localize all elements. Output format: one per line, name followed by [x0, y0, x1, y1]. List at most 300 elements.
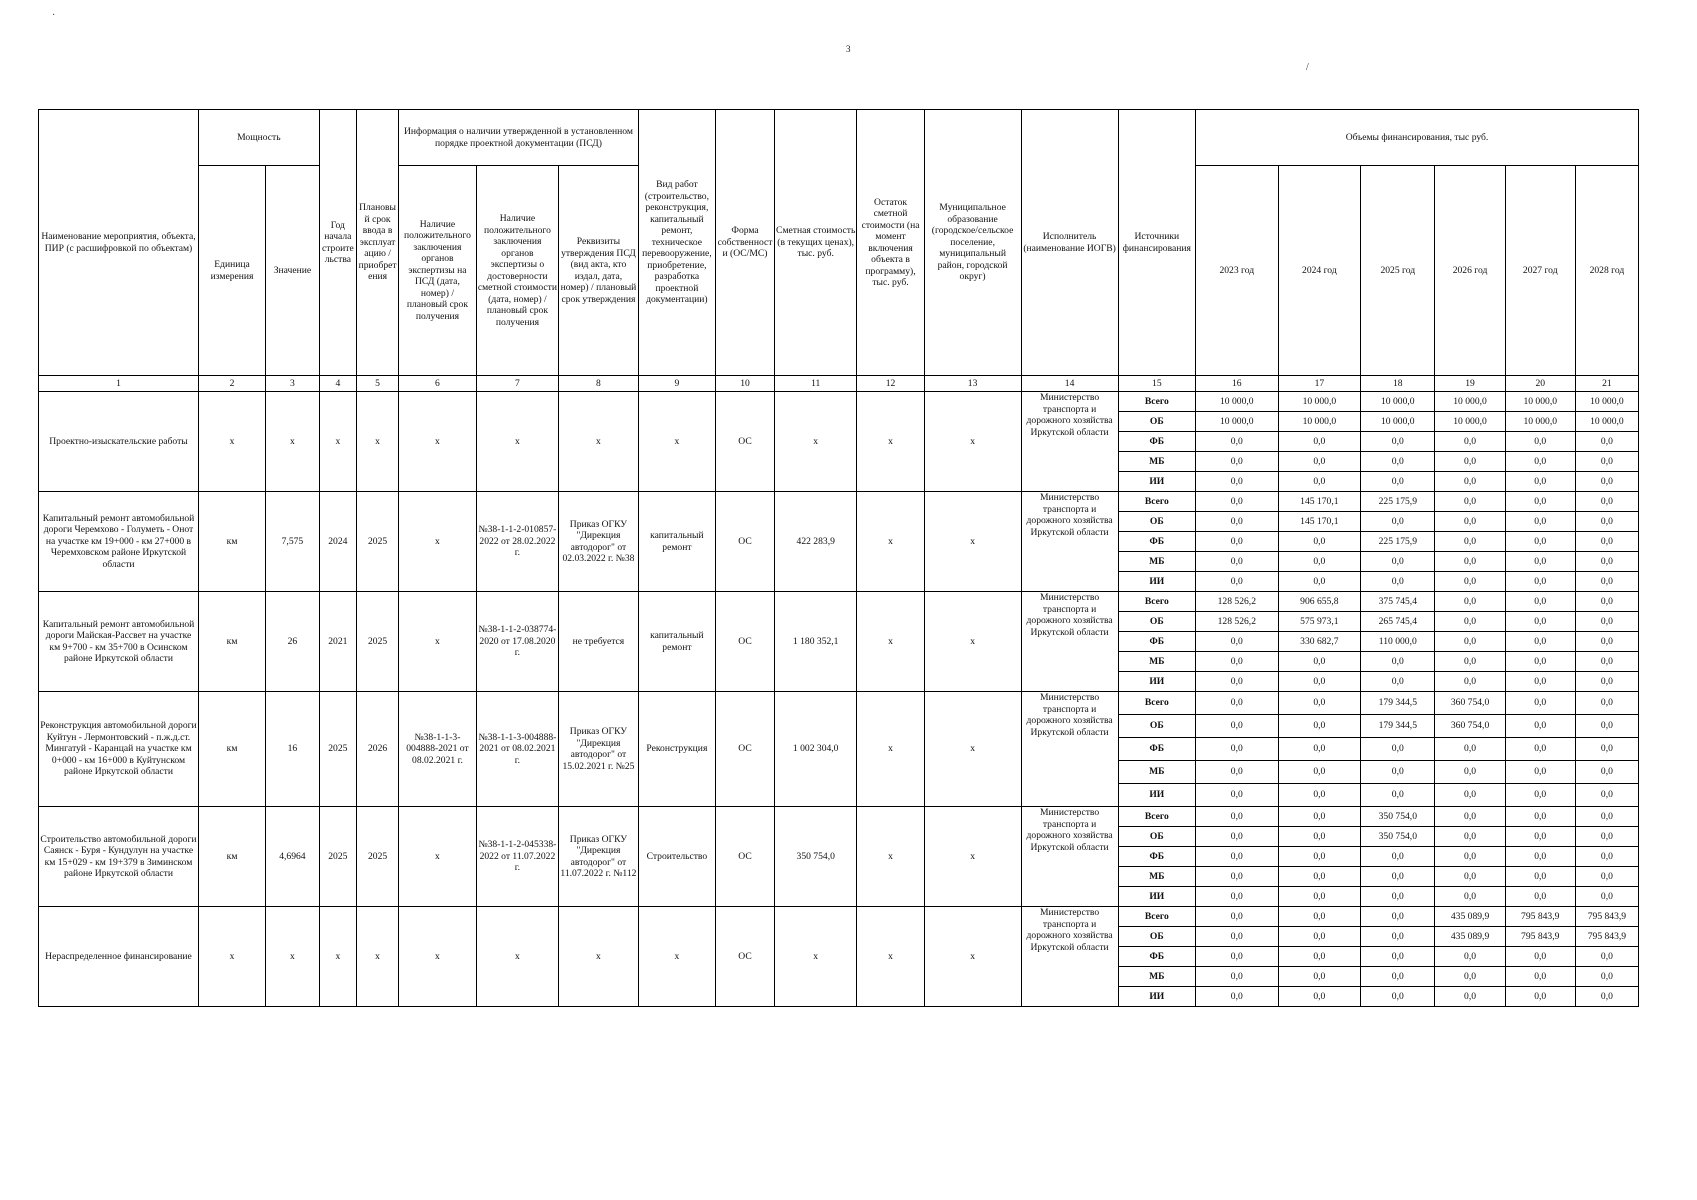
funding-value: 0,0	[1196, 887, 1279, 907]
funding-value: 0,0	[1278, 907, 1361, 927]
ownership-cell: ОС	[716, 592, 775, 692]
funding-value: 0,0	[1196, 867, 1279, 887]
funding-source: Всего	[1118, 492, 1195, 512]
object-name: Реконструкция автомобильной дороги Куйтун - Лермонтовский - п.ж.д.ст. Мингатуй - Каранцай на участке км 0+000 - км 16+000 в Куйтунском районе Иркутской области	[39, 692, 199, 807]
start-year-cell: 2025	[319, 692, 356, 807]
unit-cell: х	[198, 392, 265, 492]
funding-value: 0,0	[1278, 887, 1361, 907]
funding-value: 0,0	[1278, 761, 1361, 784]
funding-value: 0,0	[1196, 552, 1279, 572]
funding-value: 0,0	[1435, 761, 1505, 784]
funding-value: 225 175,9	[1361, 532, 1435, 552]
funding-value: 10 000,0	[1435, 412, 1505, 432]
cost-cell: х	[774, 392, 857, 492]
funding-value: 0,0	[1505, 432, 1575, 452]
executor-cell: Министерство транспорта и дорожного хозяйства Иркутской области	[1021, 492, 1118, 592]
funding-value: 10 000,0	[1361, 412, 1435, 432]
funding-value: 10 000,0	[1278, 392, 1361, 412]
funding-value: 0,0	[1278, 847, 1361, 867]
column-number: 2	[198, 376, 265, 392]
funding-value: 0,0	[1505, 472, 1575, 492]
cost-cell: 1 180 352,1	[774, 592, 857, 692]
funding-value: 0,0	[1575, 967, 1638, 987]
unit-cell: км	[198, 592, 265, 692]
funding-value: 0,0	[1505, 967, 1575, 987]
funding-value: 0,0	[1361, 967, 1435, 987]
funding-source: Всего	[1118, 807, 1195, 827]
funding-value: 0,0	[1575, 947, 1638, 967]
funding-value: 0,0	[1278, 807, 1361, 827]
funding-value: 0,0	[1196, 472, 1279, 492]
funding-value: 795 843,9	[1575, 907, 1638, 927]
funding-value: 330 682,7	[1278, 632, 1361, 652]
executor-cell: Министерство транспорта и дорожного хозяйства Иркутской области	[1021, 592, 1118, 692]
unit-cell: км	[198, 492, 265, 592]
column-number: 14	[1021, 376, 1118, 392]
column-number: 4	[319, 376, 356, 392]
funding-value: 0,0	[1361, 672, 1435, 692]
work-type-cell: х	[638, 907, 715, 1007]
psd-details-cell: Приказ ОГКУ "Дирекция автодорог" от 11.07.2022 г. №112	[559, 807, 638, 907]
column-number: 20	[1505, 376, 1575, 392]
funding-source: МБ	[1118, 452, 1195, 472]
funding-value: 0,0	[1196, 572, 1279, 592]
commission-cell: 2025	[356, 807, 398, 907]
funding-source: ОБ	[1118, 512, 1195, 532]
funding-value: 360 754,0	[1435, 715, 1505, 738]
funding-value: 0,0	[1196, 512, 1279, 532]
funding-value: 795 843,9	[1505, 927, 1575, 947]
funding-value: 0,0	[1278, 452, 1361, 472]
scan-speck: ·	[52, 10, 56, 21]
funding-value: 10 000,0	[1575, 392, 1638, 412]
funding-value: 0,0	[1505, 887, 1575, 907]
column-number: 12	[857, 376, 924, 392]
funding-value: 0,0	[1575, 887, 1638, 907]
object-name: Строительство автомобильной дороги Саянск - Буря - Кундулун на участке км 15+029 - км 19+379 в Зиминском районе Иркутской области	[39, 807, 199, 907]
psd-details-cell: х	[559, 392, 638, 492]
value-cell: 26	[266, 592, 320, 692]
funding-value: 0,0	[1361, 867, 1435, 887]
funding-value: 0,0	[1505, 612, 1575, 632]
funding-value: 0,0	[1361, 572, 1435, 592]
column-number: 6	[399, 376, 476, 392]
column-number: 9	[638, 376, 715, 392]
funding-source: ИИ	[1118, 472, 1195, 492]
funding-source: ОБ	[1118, 927, 1195, 947]
funding-value: 0,0	[1505, 827, 1575, 847]
ownership-cell: ОС	[716, 392, 775, 492]
funding-value: 0,0	[1505, 784, 1575, 807]
funding-value: 0,0	[1278, 672, 1361, 692]
header-ownership: Форма собственности (ОС/МС)	[716, 110, 775, 376]
object-name: Нераспределенное финансирование	[39, 907, 199, 1007]
start-year-cell: 2025	[319, 807, 356, 907]
funding-value: 0,0	[1575, 847, 1638, 867]
funding-value: 0,0	[1278, 738, 1361, 761]
funding-value: 0,0	[1278, 867, 1361, 887]
funding-value: 0,0	[1196, 632, 1279, 652]
page-number: 3	[846, 44, 851, 54]
cost-cell: 422 283,9	[774, 492, 857, 592]
funding-value: 0,0	[1278, 652, 1361, 672]
remaining-cell: х	[857, 392, 924, 492]
funding-value: 0,0	[1435, 552, 1505, 572]
header-remaining: Остаток сметной стоимости (на момент включения объекта в программу), тыс. руб.	[857, 110, 924, 376]
psd-estimate-cell: №38-1-1-2-010857-2022 от 28.02.2022 г.	[476, 492, 559, 592]
funding-source: Всего	[1118, 392, 1195, 412]
header-work-type: Вид работ (строительство, реконструкция, капитальный ремонт, техническое перевооружение, приобретение, разработка проектной документации)	[638, 110, 715, 376]
funding-value: 435 089,9	[1435, 907, 1505, 927]
funding-source: ОБ	[1118, 612, 1195, 632]
funding-value: 0,0	[1575, 672, 1638, 692]
funding-value: 0,0	[1196, 652, 1279, 672]
psd-expertise-cell: №38-1-1-3-004888-2021 от 08.02.2021 г.	[399, 692, 476, 807]
column-number: 1	[39, 376, 199, 392]
funding-value: 0,0	[1505, 847, 1575, 867]
funding-value: 0,0	[1505, 672, 1575, 692]
funding-value: 0,0	[1196, 452, 1279, 472]
column-number: 15	[1118, 376, 1195, 392]
funding-value: 0,0	[1505, 512, 1575, 532]
column-number: 7	[476, 376, 559, 392]
funding-value: 0,0	[1435, 572, 1505, 592]
funding-value: 145 170,1	[1278, 512, 1361, 532]
funding-value: 0,0	[1575, 632, 1638, 652]
municipality-cell: х	[924, 492, 1021, 592]
unit-cell: х	[198, 907, 265, 1007]
funding-value: 0,0	[1435, 632, 1505, 652]
column-number: 8	[559, 376, 638, 392]
psd-expertise-cell: х	[399, 492, 476, 592]
municipality-cell: х	[924, 392, 1021, 492]
executor-cell: Министерство транспорта и дорожного хозяйства Иркутской области	[1021, 392, 1118, 492]
remaining-cell: х	[857, 492, 924, 592]
funding-value: 0,0	[1361, 887, 1435, 907]
value-cell: 4,6964	[266, 807, 320, 907]
funding-value: 0,0	[1435, 452, 1505, 472]
funding-value: 0,0	[1361, 927, 1435, 947]
program-objects-table	[38, 109, 1639, 1007]
commission-cell: х	[356, 907, 398, 1007]
funding-value: 360 754,0	[1435, 692, 1505, 715]
funding-value: 0,0	[1575, 715, 1638, 738]
work-type-cell: капитальный ремонт	[638, 592, 715, 692]
funding-value: 0,0	[1196, 927, 1279, 947]
funding-value: 0,0	[1575, 987, 1638, 1007]
funding-value: 0,0	[1505, 987, 1575, 1007]
funding-source: МБ	[1118, 761, 1195, 784]
funding-source: ФБ	[1118, 432, 1195, 452]
funding-value: 0,0	[1278, 715, 1361, 738]
funding-row	[39, 692, 1639, 715]
funding-value: 0,0	[1278, 927, 1361, 947]
funding-value: 145 170,1	[1278, 492, 1361, 512]
header-funding: Объемы финансирования, тыс руб.	[1196, 110, 1639, 166]
funding-value: 0,0	[1278, 827, 1361, 847]
funding-value: 179 344,5	[1361, 692, 1435, 715]
column-numbers-row	[39, 376, 1639, 392]
funding-value: 0,0	[1435, 947, 1505, 967]
funding-value: 0,0	[1278, 432, 1361, 452]
remaining-cell: х	[857, 692, 924, 807]
header-psd-estimate: Наличие положительного заключения органов экспертизы о достоверности сметной стоимости (дата, номер) / плановый срок получения	[476, 166, 559, 376]
header-sources: Источники финансирования	[1118, 110, 1195, 376]
start-year-cell: 2021	[319, 592, 356, 692]
funding-row	[39, 592, 1639, 612]
funding-source: Всего	[1118, 692, 1195, 715]
column-number: 5	[356, 376, 398, 392]
funding-value: 0,0	[1575, 512, 1638, 532]
funding-source: МБ	[1118, 967, 1195, 987]
funding-value: 0,0	[1575, 472, 1638, 492]
municipality-cell: х	[924, 907, 1021, 1007]
funding-value: 10 000,0	[1505, 412, 1575, 432]
funding-value: 0,0	[1435, 672, 1505, 692]
funding-value: 0,0	[1575, 738, 1638, 761]
funding-value: 0,0	[1435, 784, 1505, 807]
header-unit: Единица измерения	[198, 166, 265, 376]
header-year: 2027 год	[1505, 166, 1575, 376]
cost-cell: 350 754,0	[774, 807, 857, 907]
ownership-cell: ОС	[716, 492, 775, 592]
value-cell: х	[266, 907, 320, 1007]
start-year-cell: 2024	[319, 492, 356, 592]
psd-expertise-cell: х	[399, 392, 476, 492]
header-start-year: Год начала строительства	[319, 110, 356, 376]
work-type-cell: х	[638, 392, 715, 492]
psd-details-cell: Приказ ОГКУ "Дирекция автодорог" от 15.02.2021 г. №25	[559, 692, 638, 807]
funding-value: 0,0	[1196, 907, 1279, 927]
funding-value: 0,0	[1361, 761, 1435, 784]
funding-value: 0,0	[1196, 967, 1279, 987]
value-cell: 7,575	[266, 492, 320, 592]
funding-value: 0,0	[1575, 572, 1638, 592]
funding-source: ИИ	[1118, 572, 1195, 592]
commission-cell: 2025	[356, 592, 398, 692]
commission-cell: 2026	[356, 692, 398, 807]
funding-source: Всего	[1118, 907, 1195, 927]
funding-value: 0,0	[1505, 492, 1575, 512]
object-name: Капитальный ремонт автомобильной дороги Майская-Рассвет на участке км 9+700 - км 35+700 в Осинском районе Иркутской области	[39, 592, 199, 692]
header-commission: Плановый срок ввода в эксплуатацию / приобретения	[356, 110, 398, 376]
funding-source: ФБ	[1118, 847, 1195, 867]
start-year-cell: х	[319, 392, 356, 492]
funding-value: 0,0	[1505, 867, 1575, 887]
header-psd-details: Реквизиты утверждения ПСД (вид акта, кто издал, дата, номер) / плановый срок утверждения	[559, 166, 638, 376]
commission-cell: х	[356, 392, 398, 492]
commission-cell: 2025	[356, 492, 398, 592]
funding-value: 10 000,0	[1196, 392, 1279, 412]
funding-value: 0,0	[1278, 947, 1361, 967]
funding-value: 0,0	[1435, 492, 1505, 512]
funding-source: ИИ	[1118, 987, 1195, 1007]
funding-source: МБ	[1118, 652, 1195, 672]
cost-cell: х	[774, 907, 857, 1007]
funding-value: 0,0	[1505, 652, 1575, 672]
header-psd-expertise: Наличие положительного заключения органов экспертизы на ПСД (дата, номер) / плановый срок получения	[399, 166, 476, 376]
funding-value: 0,0	[1435, 827, 1505, 847]
funding-source: ФБ	[1118, 738, 1195, 761]
header-year: 2024 год	[1278, 166, 1361, 376]
funding-value: 0,0	[1361, 738, 1435, 761]
funding-value: 0,0	[1196, 987, 1279, 1007]
funding-value: 0,0	[1575, 784, 1638, 807]
header-year: 2028 год	[1575, 166, 1638, 376]
funding-value: 128 526,2	[1196, 592, 1279, 612]
funding-value: 0,0	[1435, 512, 1505, 532]
work-type-cell: капитальный ремонт	[638, 492, 715, 592]
funding-value: 0,0	[1435, 887, 1505, 907]
column-number: 19	[1435, 376, 1505, 392]
header-executor: Исполнитель (наименование ИОГВ)	[1021, 110, 1118, 376]
funding-value: 0,0	[1361, 652, 1435, 672]
funding-value: 0,0	[1361, 947, 1435, 967]
funding-value: 10 000,0	[1435, 392, 1505, 412]
funding-value: 0,0	[1435, 432, 1505, 452]
unit-cell: км	[198, 692, 265, 807]
funding-value: 0,0	[1575, 867, 1638, 887]
unit-cell: км	[198, 807, 265, 907]
header-year: 2023 год	[1196, 166, 1279, 376]
funding-value: 375 745,4	[1361, 592, 1435, 612]
funding-source: ФБ	[1118, 532, 1195, 552]
header-cost: Сметная стоимость (в текущих ценах), тыс. руб.	[774, 110, 857, 376]
funding-value: 0,0	[1435, 967, 1505, 987]
funding-value: 0,0	[1196, 672, 1279, 692]
funding-value: 0,0	[1505, 632, 1575, 652]
funding-value: 0,0	[1575, 432, 1638, 452]
funding-value: 0,0	[1505, 715, 1575, 738]
funding-value: 110 000,0	[1361, 632, 1435, 652]
executor-cell: Министерство транспорта и дорожного хозяйства Иркутской области	[1021, 692, 1118, 807]
funding-value: 0,0	[1196, 947, 1279, 967]
funding-value: 0,0	[1278, 784, 1361, 807]
funding-value: 0,0	[1435, 592, 1505, 612]
funding-source: МБ	[1118, 867, 1195, 887]
funding-value: 0,0	[1575, 592, 1638, 612]
psd-expertise-cell: х	[399, 907, 476, 1007]
funding-value: 0,0	[1505, 807, 1575, 827]
funding-value: 0,0	[1196, 532, 1279, 552]
psd-details-cell: Приказ ОГКУ "Дирекция автодорог" от 02.03.2022 г. №38	[559, 492, 638, 592]
funding-row	[39, 907, 1639, 927]
column-number: 10	[716, 376, 775, 392]
funding-value: 179 344,5	[1361, 715, 1435, 738]
funding-value: 0,0	[1575, 761, 1638, 784]
funding-value: 0,0	[1361, 784, 1435, 807]
table-body	[39, 392, 1639, 1007]
funding-value: 0,0	[1505, 452, 1575, 472]
funding-value: 0,0	[1361, 847, 1435, 867]
funding-value: 0,0	[1505, 592, 1575, 612]
psd-estimate-cell: №38-1-1-2-045338-2022 от 11.07.2022 г.	[476, 807, 559, 907]
psd-expertise-cell: х	[399, 807, 476, 907]
funding-value: 0,0	[1196, 807, 1279, 827]
funding-value: 10 000,0	[1575, 412, 1638, 432]
psd-estimate-cell: х	[476, 392, 559, 492]
header-capacity: Мощность	[198, 110, 319, 166]
funding-value: 575 973,1	[1278, 612, 1361, 632]
funding-value: 0,0	[1278, 552, 1361, 572]
column-number: 11	[774, 376, 857, 392]
column-number: 17	[1278, 376, 1361, 392]
ownership-cell: ОС	[716, 907, 775, 1007]
funding-value: 0,0	[1361, 512, 1435, 532]
remaining-cell: х	[857, 907, 924, 1007]
funding-value: 0,0	[1505, 761, 1575, 784]
funding-value: 0,0	[1361, 552, 1435, 572]
funding-value: 0,0	[1575, 612, 1638, 632]
funding-source: ОБ	[1118, 827, 1195, 847]
funding-value: 10 000,0	[1278, 412, 1361, 432]
funding-source: ИИ	[1118, 887, 1195, 907]
start-year-cell: х	[319, 907, 356, 1007]
psd-details-cell: х	[559, 907, 638, 1007]
funding-value: 0,0	[1575, 452, 1638, 472]
funding-value: 0,0	[1435, 612, 1505, 632]
funding-value: 0,0	[1435, 987, 1505, 1007]
header-value: Значение	[266, 166, 320, 376]
funding-source: ИИ	[1118, 672, 1195, 692]
funding-value: 265 745,4	[1361, 612, 1435, 632]
funding-value: 0,0	[1435, 738, 1505, 761]
psd-estimate-cell: №38-1-1-3-004888-2021 от 08.02.2021 г.	[476, 692, 559, 807]
ownership-cell: ОС	[716, 692, 775, 807]
funding-value: 0,0	[1196, 738, 1279, 761]
scan-speck: /	[1306, 62, 1309, 73]
value-cell: х	[266, 392, 320, 492]
funding-value: 0,0	[1435, 807, 1505, 827]
funding-value: 0,0	[1196, 827, 1279, 847]
funding-value: 0,0	[1278, 532, 1361, 552]
funding-value: 10 000,0	[1505, 392, 1575, 412]
funding-value: 0,0	[1505, 692, 1575, 715]
psd-estimate-cell: №38-1-1-2-038774-2020 от 17.08.2020 г.	[476, 592, 559, 692]
funding-value: 350 754,0	[1361, 827, 1435, 847]
funding-row	[39, 392, 1639, 412]
funding-value: 0,0	[1505, 947, 1575, 967]
funding-source: ОБ	[1118, 715, 1195, 738]
funding-source: ИИ	[1118, 784, 1195, 807]
funding-row	[39, 807, 1639, 827]
funding-value: 795 843,9	[1575, 927, 1638, 947]
funding-value: 225 175,9	[1361, 492, 1435, 512]
funding-source: Всего	[1118, 592, 1195, 612]
funding-value: 0,0	[1575, 552, 1638, 572]
column-number: 16	[1196, 376, 1279, 392]
funding-source: МБ	[1118, 552, 1195, 572]
header-psd-info: Информация о наличии утвержденной в установленном порядке проектной документации (ПСД)	[399, 110, 638, 166]
psd-estimate-cell: х	[476, 907, 559, 1007]
column-number: 21	[1575, 376, 1638, 392]
funding-value: 0,0	[1278, 472, 1361, 492]
funding-value: 0,0	[1196, 715, 1279, 738]
funding-row	[39, 492, 1639, 512]
municipality-cell: х	[924, 807, 1021, 907]
funding-value: 0,0	[1575, 652, 1638, 672]
funding-value: 0,0	[1505, 532, 1575, 552]
funding-value: 0,0	[1196, 847, 1279, 867]
object-name: Проектно-изыскательские работы	[39, 392, 199, 492]
funding-value: 0,0	[1278, 967, 1361, 987]
executor-cell: Министерство транспорта и дорожного хозяйства Иркутской области	[1021, 807, 1118, 907]
funding-source: ФБ	[1118, 947, 1195, 967]
funding-value: 0,0	[1435, 532, 1505, 552]
header-municipality: Муниципальное образование (городское/сельское поселение, муниципальный район, городской округ)	[924, 110, 1021, 376]
funding-value: 0,0	[1278, 572, 1361, 592]
funding-value: 0,0	[1435, 847, 1505, 867]
